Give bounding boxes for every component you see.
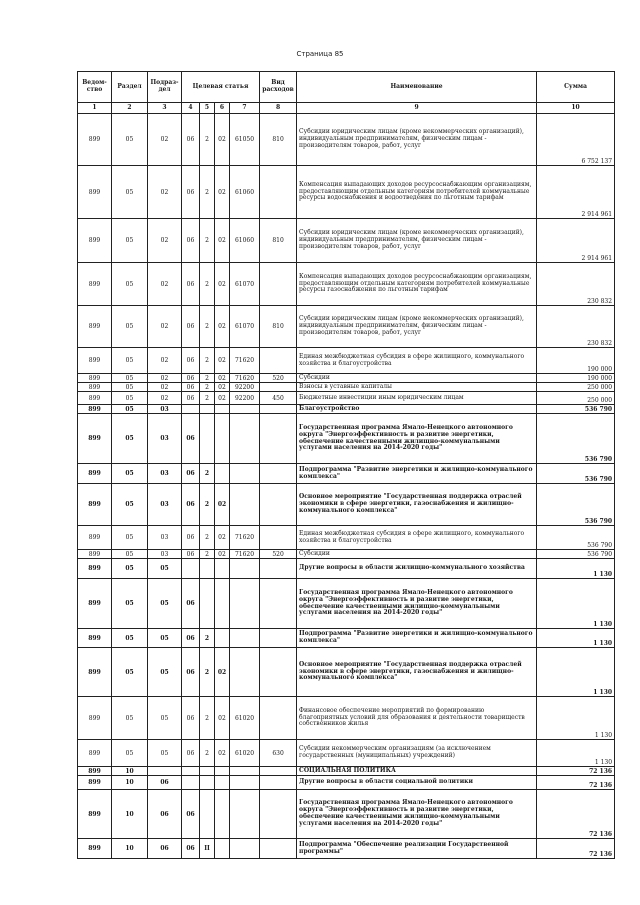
cell-subprogram xyxy=(200,579,215,629)
cell-name: Субсидии юридическим лицам (кроме некоммерческих организаций), индивидуальным предпринимателям, физическим лицам - производителям товаров, работ, услуг xyxy=(297,219,537,263)
cell-section: 05 xyxy=(112,219,148,263)
cell-department: 899 xyxy=(78,526,112,550)
cell-department: 899 xyxy=(78,166,112,219)
cell-program xyxy=(182,559,200,579)
table-row xyxy=(78,219,615,263)
cell-subsection: 05 xyxy=(148,697,182,740)
cell-name: Взносы в уставные капиталы xyxy=(297,383,537,392)
cell-amount: 536 790 xyxy=(537,414,615,464)
table-row xyxy=(78,839,615,859)
cell-amount: 536 790 xyxy=(537,526,615,550)
cell-subsection: 03 xyxy=(148,464,182,484)
cell-expense-type xyxy=(260,348,297,374)
cell-section: 10 xyxy=(112,767,148,776)
column-number: 5 xyxy=(200,103,215,114)
table-row xyxy=(78,306,615,348)
cell-subprogram: 2 xyxy=(200,484,215,526)
cell-direction xyxy=(230,579,260,629)
cell-program: 06 xyxy=(182,263,200,306)
cell-department: 899 xyxy=(78,348,112,374)
cell-activity: 02 xyxy=(215,166,230,219)
header-expense-type: Вид расходов xyxy=(260,72,297,103)
cell-amount: 190 000 xyxy=(537,374,615,383)
column-number: 6 xyxy=(215,103,230,114)
header-subsection: Подраз-дел xyxy=(148,72,182,103)
cell-section: 05 xyxy=(112,414,148,464)
cell-name: Государственная программа Ямало-Ненецкого автономного округа "Энергоэффективность и развитие энергетики, обеспечение качественными жилищно-коммунальными услугами населения на 2014-2020 годы" xyxy=(297,790,537,839)
cell-subprogram xyxy=(200,414,215,464)
table-row xyxy=(78,559,615,579)
cell-section: 05 xyxy=(112,374,148,383)
cell-subsection: 03 xyxy=(148,405,182,414)
cell-amount: 72 136 xyxy=(537,767,615,776)
cell-amount: 1 130 xyxy=(537,629,615,648)
cell-activity: 02 xyxy=(215,392,230,405)
cell-expense-type xyxy=(260,484,297,526)
cell-amount: 1 130 xyxy=(537,697,615,740)
cell-direction xyxy=(230,648,260,697)
cell-subprogram: II xyxy=(200,839,215,859)
cell-subsection: 02 xyxy=(148,306,182,348)
cell-expense-type xyxy=(260,629,297,648)
cell-amount: 72 136 xyxy=(537,776,615,790)
cell-direction xyxy=(230,776,260,790)
cell-expense-type xyxy=(260,579,297,629)
cell-name: Субсидии юридическим лицам (кроме некоммерческих организаций), индивидуальным предпринимателям, физическим лицам - производителям товаров, работ, услуг xyxy=(297,306,537,348)
budget-table xyxy=(77,71,615,859)
cell-department: 899 xyxy=(78,374,112,383)
cell-activity: 02 xyxy=(215,306,230,348)
cell-program: 06 xyxy=(182,526,200,550)
cell-expense-type xyxy=(260,697,297,740)
table-row xyxy=(78,114,615,166)
cell-department: 899 xyxy=(78,697,112,740)
cell-program: 06 xyxy=(182,414,200,464)
cell-program: 06 xyxy=(182,629,200,648)
cell-direction: 61070 xyxy=(230,263,260,306)
cell-subprogram: 2 xyxy=(200,392,215,405)
cell-direction xyxy=(230,484,260,526)
cell-department: 899 xyxy=(78,392,112,405)
cell-amount: 536 790 xyxy=(537,405,615,414)
cell-expense-type xyxy=(260,776,297,790)
cell-department: 899 xyxy=(78,559,112,579)
cell-activity: 02 xyxy=(215,348,230,374)
cell-direction: 61020 xyxy=(230,697,260,740)
cell-name: Субсидии xyxy=(297,374,537,383)
cell-activity xyxy=(215,414,230,464)
cell-department: 899 xyxy=(78,579,112,629)
cell-subprogram: 2 xyxy=(200,348,215,374)
table-row xyxy=(78,414,615,464)
cell-department: 899 xyxy=(78,484,112,526)
cell-activity: 02 xyxy=(215,219,230,263)
cell-subprogram: 2 xyxy=(200,306,215,348)
cell-direction xyxy=(230,629,260,648)
cell-section: 05 xyxy=(112,559,148,579)
cell-activity: 02 xyxy=(215,697,230,740)
cell-expense-type xyxy=(260,526,297,550)
cell-department: 899 xyxy=(78,114,112,166)
cell-activity: 02 xyxy=(215,550,230,559)
cell-amount: 1 130 xyxy=(537,740,615,767)
table-row xyxy=(78,166,615,219)
cell-name: Основное мероприятие "Государственная поддержка отраслей экономики в сфере энергетики, газоснабжения и жилищно-коммунального комплекса" xyxy=(297,648,537,697)
cell-subprogram: 2 xyxy=(200,114,215,166)
cell-amount: 190 000 xyxy=(537,348,615,374)
table-row xyxy=(78,790,615,839)
cell-activity: 02 xyxy=(215,648,230,697)
cell-department: 899 xyxy=(78,767,112,776)
cell-subprogram xyxy=(200,559,215,579)
cell-expense-type: 810 xyxy=(260,306,297,348)
cell-program: 06 xyxy=(182,166,200,219)
cell-subprogram xyxy=(200,790,215,839)
cell-direction: 92200 xyxy=(230,383,260,392)
cell-activity: 02 xyxy=(215,740,230,767)
table-row xyxy=(78,526,615,550)
cell-direction: 61060 xyxy=(230,219,260,263)
cell-subsection: 05 xyxy=(148,559,182,579)
cell-section: 05 xyxy=(112,306,148,348)
cell-direction xyxy=(230,559,260,579)
cell-name: Государственная программа Ямало-Ненецкого автономного округа "Энергоэффективность и развитие энергетики, обеспечение качественными жилищно-коммунальными услугами населения на 2014-2020 годы" xyxy=(297,414,537,464)
cell-subsection: 02 xyxy=(148,348,182,374)
cell-name: Другие вопросы в области социальной политики xyxy=(297,776,537,790)
cell-section: 05 xyxy=(112,629,148,648)
cell-name: Субсидии юридическим лицам (кроме некоммерческих организаций), индивидуальным предпринимателям, физическим лицам - производителям товаров, работ, услуг xyxy=(297,114,537,166)
cell-expense-type xyxy=(260,464,297,484)
cell-expense-type xyxy=(260,414,297,464)
cell-section: 05 xyxy=(112,484,148,526)
table-row xyxy=(78,374,615,383)
column-number: 9 xyxy=(297,103,537,114)
cell-program xyxy=(182,405,200,414)
column-number: 4 xyxy=(182,103,200,114)
table-row xyxy=(78,648,615,697)
header-row xyxy=(78,72,615,103)
cell-subprogram xyxy=(200,405,215,414)
cell-subprogram xyxy=(200,767,215,776)
cell-expense-type xyxy=(260,166,297,219)
cell-direction xyxy=(230,839,260,859)
cell-amount: 1 130 xyxy=(537,559,615,579)
cell-subprogram: 2 xyxy=(200,697,215,740)
table-row xyxy=(78,550,615,559)
table-row xyxy=(78,405,615,414)
cell-section: 05 xyxy=(112,392,148,405)
cell-subsection: 02 xyxy=(148,383,182,392)
cell-program: 06 xyxy=(182,306,200,348)
cell-program xyxy=(182,776,200,790)
cell-direction: 61050 xyxy=(230,114,260,166)
cell-section: 05 xyxy=(112,464,148,484)
cell-department: 899 xyxy=(78,383,112,392)
cell-department: 899 xyxy=(78,839,112,859)
cell-subprogram: 2 xyxy=(200,263,215,306)
cell-expense-type xyxy=(260,405,297,414)
table-row xyxy=(78,579,615,629)
cell-subsection: 02 xyxy=(148,166,182,219)
cell-subprogram: 2 xyxy=(200,740,215,767)
cell-activity: 02 xyxy=(215,263,230,306)
cell-program: 06 xyxy=(182,579,200,629)
cell-department: 899 xyxy=(78,550,112,559)
cell-expense-type xyxy=(260,263,297,306)
column-number: 8 xyxy=(260,103,297,114)
cell-activity xyxy=(215,629,230,648)
cell-name: Компенсация выпадающих доходов ресурсоснабжающим организациям, предоставляющим отдельным категориям потребителей коммунальные ресурсы газоснабжения по льготным тарифам xyxy=(297,263,537,306)
cell-activity xyxy=(215,559,230,579)
cell-subsection: 02 xyxy=(148,392,182,405)
cell-expense-type: 810 xyxy=(260,114,297,166)
cell-program: 06 xyxy=(182,464,200,484)
cell-name: Финансовое обеспечение мероприятий по формированию благоприятных условий для образования и деятельности товариществ собственников жилья xyxy=(297,697,537,740)
cell-expense-type xyxy=(260,383,297,392)
cell-subsection: 02 xyxy=(148,263,182,306)
cell-department: 899 xyxy=(78,219,112,263)
cell-program: 06 xyxy=(182,648,200,697)
cell-subprogram: 2 xyxy=(200,464,215,484)
cell-subsection: 05 xyxy=(148,629,182,648)
cell-section: 05 xyxy=(112,166,148,219)
cell-expense-type: 630 xyxy=(260,740,297,767)
cell-department: 899 xyxy=(78,464,112,484)
cell-program: 06 xyxy=(182,697,200,740)
cell-subsection: 06 xyxy=(148,790,182,839)
cell-subprogram: 2 xyxy=(200,374,215,383)
cell-activity: 02 xyxy=(215,383,230,392)
cell-amount: 72 136 xyxy=(537,839,615,859)
cell-activity xyxy=(215,839,230,859)
page-title: Страница 85 xyxy=(296,50,344,58)
cell-section: 05 xyxy=(112,648,148,697)
table-row xyxy=(78,629,615,648)
cell-expense-type: 810 xyxy=(260,219,297,263)
header-target-item: Целевая статья xyxy=(182,72,260,103)
table-row xyxy=(78,348,615,374)
column-number-row xyxy=(78,103,615,114)
cell-program: 06 xyxy=(182,374,200,383)
cell-department: 899 xyxy=(78,263,112,306)
cell-activity: 02 xyxy=(215,484,230,526)
cell-subprogram: 2 xyxy=(200,648,215,697)
cell-activity: 02 xyxy=(215,374,230,383)
cell-direction: 61020 xyxy=(230,740,260,767)
cell-subsection: 02 xyxy=(148,374,182,383)
cell-subprogram: 2 xyxy=(200,550,215,559)
cell-activity xyxy=(215,579,230,629)
cell-program: 06 xyxy=(182,484,200,526)
cell-program: 06 xyxy=(182,114,200,166)
cell-department: 899 xyxy=(78,776,112,790)
table-body xyxy=(78,114,615,859)
cell-amount: 2 914 961 xyxy=(537,166,615,219)
cell-name: Единая межбюджетная субсидия в сфере жилищного, коммунального хозяйства и благоустройства xyxy=(297,526,537,550)
cell-subsection: 03 xyxy=(148,484,182,526)
cell-amount: 2 914 961 xyxy=(537,219,615,263)
cell-direction xyxy=(230,414,260,464)
cell-department: 899 xyxy=(78,629,112,648)
cell-subsection xyxy=(148,767,182,776)
cell-expense-type: 520 xyxy=(260,374,297,383)
table-row xyxy=(78,740,615,767)
cell-subprogram: 2 xyxy=(200,219,215,263)
cell-activity xyxy=(215,464,230,484)
cell-direction xyxy=(230,790,260,839)
cell-direction: 61060 xyxy=(230,166,260,219)
cell-name: Благоустройство xyxy=(297,405,537,414)
cell-subsection: 05 xyxy=(148,648,182,697)
cell-subsection: 03 xyxy=(148,414,182,464)
cell-section: 05 xyxy=(112,114,148,166)
table-row xyxy=(78,383,615,392)
cell-department: 899 xyxy=(78,414,112,464)
cell-direction: 61070 xyxy=(230,306,260,348)
cell-name: Субсидии некоммерческим организациям (за исключением государственных (муниципальных) учреждений) xyxy=(297,740,537,767)
cell-activity: 02 xyxy=(215,114,230,166)
table-row xyxy=(78,697,615,740)
cell-section: 05 xyxy=(112,348,148,374)
cell-amount: 1 130 xyxy=(537,648,615,697)
cell-subsection: 03 xyxy=(148,526,182,550)
cell-direction: 71620 xyxy=(230,374,260,383)
cell-activity xyxy=(215,767,230,776)
table-row xyxy=(78,263,615,306)
cell-amount: 230 832 xyxy=(537,306,615,348)
cell-subprogram: 2 xyxy=(200,383,215,392)
cell-amount: 536 790 xyxy=(537,464,615,484)
cell-subprogram xyxy=(200,776,215,790)
column-number: 3 xyxy=(148,103,182,114)
cell-expense-type: 520 xyxy=(260,550,297,559)
cell-subsection: 05 xyxy=(148,579,182,629)
cell-program: 06 xyxy=(182,550,200,559)
cell-program: 06 xyxy=(182,383,200,392)
cell-name: Подпрограмма "Обеспечение реализации Государственной программы" xyxy=(297,839,537,859)
cell-department: 899 xyxy=(78,648,112,697)
cell-department: 899 xyxy=(78,790,112,839)
cell-section: 05 xyxy=(112,740,148,767)
cell-section: 05 xyxy=(112,579,148,629)
cell-subprogram: 2 xyxy=(200,166,215,219)
cell-section: 10 xyxy=(112,776,148,790)
cell-section: 05 xyxy=(112,405,148,414)
cell-name: Единая межбюджетная субсидия в сфере жилищного, коммунального хозяйства и благоустройства xyxy=(297,348,537,374)
cell-program: 06 xyxy=(182,392,200,405)
cell-name: Подпрограмма "Развитие энергетики и жилищно-коммунального комплекса" xyxy=(297,629,537,648)
cell-amount: 72 136 xyxy=(537,790,615,839)
cell-subsection: 02 xyxy=(148,114,182,166)
cell-program: 06 xyxy=(182,790,200,839)
cell-name: СОЦИАЛЬНАЯ ПОЛИТИКА xyxy=(297,767,537,776)
cell-section: 05 xyxy=(112,550,148,559)
header-department: Ведом-ство xyxy=(78,72,112,103)
cell-section: 05 xyxy=(112,263,148,306)
cell-activity xyxy=(215,790,230,839)
table-row xyxy=(78,392,615,405)
cell-section: 05 xyxy=(112,383,148,392)
cell-amount: 536 790 xyxy=(537,550,615,559)
cell-name: Бюджетные инвестиции иным юридическим лицам xyxy=(297,392,537,405)
cell-direction xyxy=(230,405,260,414)
cell-program: 06 xyxy=(182,219,200,263)
cell-name: Субсидии xyxy=(297,550,537,559)
cell-expense-type xyxy=(260,648,297,697)
cell-amount: 250 000 xyxy=(537,392,615,405)
cell-program: 06 xyxy=(182,839,200,859)
cell-activity: 02 xyxy=(215,526,230,550)
cell-section: 10 xyxy=(112,839,148,859)
table-row xyxy=(78,776,615,790)
cell-direction xyxy=(230,767,260,776)
cell-direction: 71620 xyxy=(230,348,260,374)
cell-amount: 250 000 xyxy=(537,383,615,392)
cell-expense-type: 450 xyxy=(260,392,297,405)
cell-section: 05 xyxy=(112,697,148,740)
header-section: Раздел xyxy=(112,72,148,103)
cell-subsection: 06 xyxy=(148,776,182,790)
cell-section: 10 xyxy=(112,790,148,839)
cell-expense-type xyxy=(260,559,297,579)
table-row xyxy=(78,484,615,526)
cell-expense-type xyxy=(260,767,297,776)
cell-program: 06 xyxy=(182,740,200,767)
cell-department: 899 xyxy=(78,306,112,348)
cell-department: 899 xyxy=(78,740,112,767)
cell-section: 05 xyxy=(112,526,148,550)
cell-subsection: 02 xyxy=(148,219,182,263)
column-number: 10 xyxy=(537,103,615,114)
cell-direction: 71620 xyxy=(230,550,260,559)
column-number: 7 xyxy=(230,103,260,114)
cell-subprogram: 2 xyxy=(200,629,215,648)
cell-expense-type xyxy=(260,839,297,859)
cell-amount: 1 130 xyxy=(537,579,615,629)
cell-direction: 71620 xyxy=(230,526,260,550)
cell-program xyxy=(182,767,200,776)
cell-amount: 536 790 xyxy=(537,484,615,526)
cell-department: 899 xyxy=(78,405,112,414)
header-name: Наименование xyxy=(297,72,537,103)
cell-subsection: 05 xyxy=(148,740,182,767)
cell-activity xyxy=(215,405,230,414)
column-number: 2 xyxy=(112,103,148,114)
header-amount: Сумма xyxy=(537,72,615,103)
cell-name: Основное мероприятие "Государственная поддержка отраслей экономики в сфере энергетики, газоснабжения и жилищно-коммунального комплекса" xyxy=(297,484,537,526)
cell-expense-type xyxy=(260,790,297,839)
cell-program: 06 xyxy=(182,348,200,374)
cell-name: Другие вопросы в области жилищно-коммунального хозяйства xyxy=(297,559,537,579)
table-row xyxy=(78,767,615,776)
cell-amount: 6 752 137 xyxy=(537,114,615,166)
cell-amount: 230 832 xyxy=(537,263,615,306)
column-number: 1 xyxy=(78,103,112,114)
table-row xyxy=(78,464,615,484)
cell-subprogram: 2 xyxy=(200,526,215,550)
cell-name: Государственная программа Ямало-Ненецкого автономного округа "Энергоэффективность и развитие энергетики, обеспечение качественными жилищно-коммунальными услугами населения на 2014-2020 годы" xyxy=(297,579,537,629)
cell-direction: 92200 xyxy=(230,392,260,405)
cell-name: Подпрограмма "Развитие энергетики и жилищно-коммунального комплекса" xyxy=(297,464,537,484)
cell-name: Компенсация выпадающих доходов ресурсоснабжающим организациям, предоставляющим отдельным категориям потребителей коммунальные ресурсы водоснабжения и водоотведения по льготным тарифам xyxy=(297,166,537,219)
cell-subsection: 06 xyxy=(148,839,182,859)
cell-direction xyxy=(230,464,260,484)
cell-subsection: 03 xyxy=(148,550,182,559)
cell-activity xyxy=(215,776,230,790)
